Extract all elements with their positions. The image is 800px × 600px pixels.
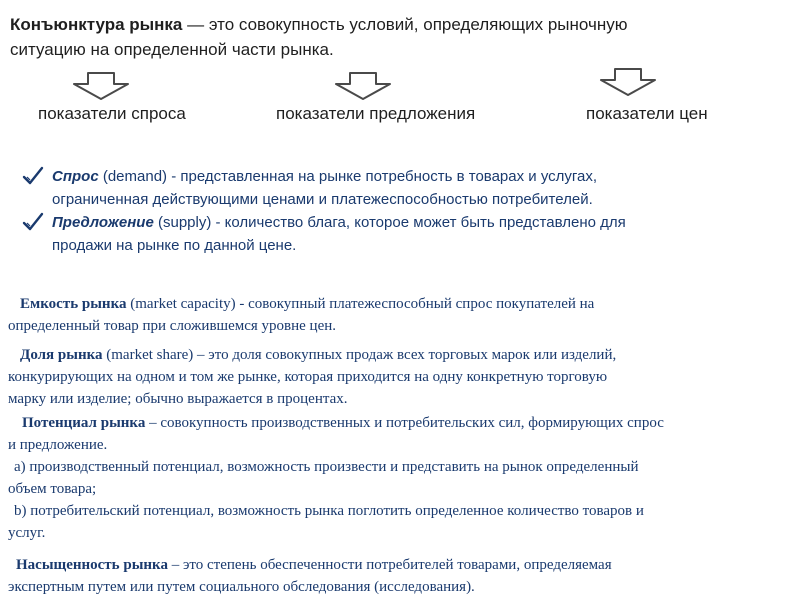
down-arrow-icon <box>598 68 658 96</box>
share-term: Доля рынка <box>20 347 103 363</box>
down-arrow-icon <box>333 72 393 100</box>
bullet-text-line2: ограниченная действующими ценами и платежеспособностью потребителей. <box>52 191 593 208</box>
bullet-text: - количество блага, которое может быть представлено для <box>211 214 626 231</box>
potential-text: – совокупность производственных и потребительских сил, формирующих спрос <box>145 415 664 431</box>
definition-text: — это совокупность условий, определяющих рыночную <box>182 15 628 34</box>
definition-text-line2: ситуацию на определенной части рынка. <box>10 40 334 59</box>
bullet-text-line2: продажи на рынке по данной цене. <box>52 237 297 254</box>
checkmark-icon <box>22 211 44 233</box>
indicator-supply: показатели предложения <box>276 104 476 123</box>
capacity-term: Емкость рынка <box>20 296 127 312</box>
bullet-english: (demand) <box>98 168 168 185</box>
share-paragraph <box>8 344 788 410</box>
saturation-text: – это степень обеспеченности потребителей товарами, определяемая <box>167 557 612 573</box>
bullet-term: Спрос <box>52 168 99 185</box>
definition-term: Конъюнктура рынка <box>10 15 183 34</box>
saturation-text-line2: экспертным путем или путем социального обследования (исследования). <box>8 579 475 595</box>
potential-term: Потенциал рынка <box>22 415 146 431</box>
share-text: (market share) – это доля совокупных продаж всех торговых марок или изделий, <box>102 347 617 363</box>
potential-text-line2: и предложение. <box>8 437 108 453</box>
indicator-demand: показатели спроса <box>38 104 186 123</box>
bullet-list <box>22 165 782 257</box>
capacity-paragraph <box>8 293 788 337</box>
bullet-demand <box>22 165 782 211</box>
share-text-line3: марку или изделие; обычно выражается в процентах. <box>8 391 348 407</box>
bullet-supply <box>22 211 782 257</box>
capacity-text-line2: определенный товар при сложившемся уровне цен. <box>8 318 337 334</box>
share-text-line2: конкурирующих на одном и том же рынке, которая приходится на одну конкретную торговую <box>8 369 608 385</box>
down-arrow-icon <box>71 72 131 100</box>
bullet-english: (supply) <box>153 214 212 231</box>
potential-item-b: b) потребительский потенциал, возможность рынка поглотить определенное количество товаров и <box>14 503 644 519</box>
checkmark-icon <box>22 165 44 187</box>
definition-paragraph <box>10 12 786 62</box>
potential-item-b-cont: услуг. <box>8 525 46 541</box>
saturation-paragraph <box>8 554 788 598</box>
potential-item-a: а) производственный потенциал, возможность произвести и представить на рынок определенный <box>14 459 639 475</box>
saturation-term: Насыщенность рынка <box>16 557 168 573</box>
indicator-prices: показатели цен <box>586 104 708 123</box>
potential-paragraph <box>8 412 788 544</box>
bullet-text: - представленная на рынке потребность в товарах и услугах, <box>167 168 598 185</box>
capacity-text: (market capacity) - совокупный платежеспособный спрос покупателей на <box>126 296 595 312</box>
potential-item-a-cont: объем товара; <box>8 481 97 497</box>
bullet-term: Предложение <box>52 214 154 231</box>
